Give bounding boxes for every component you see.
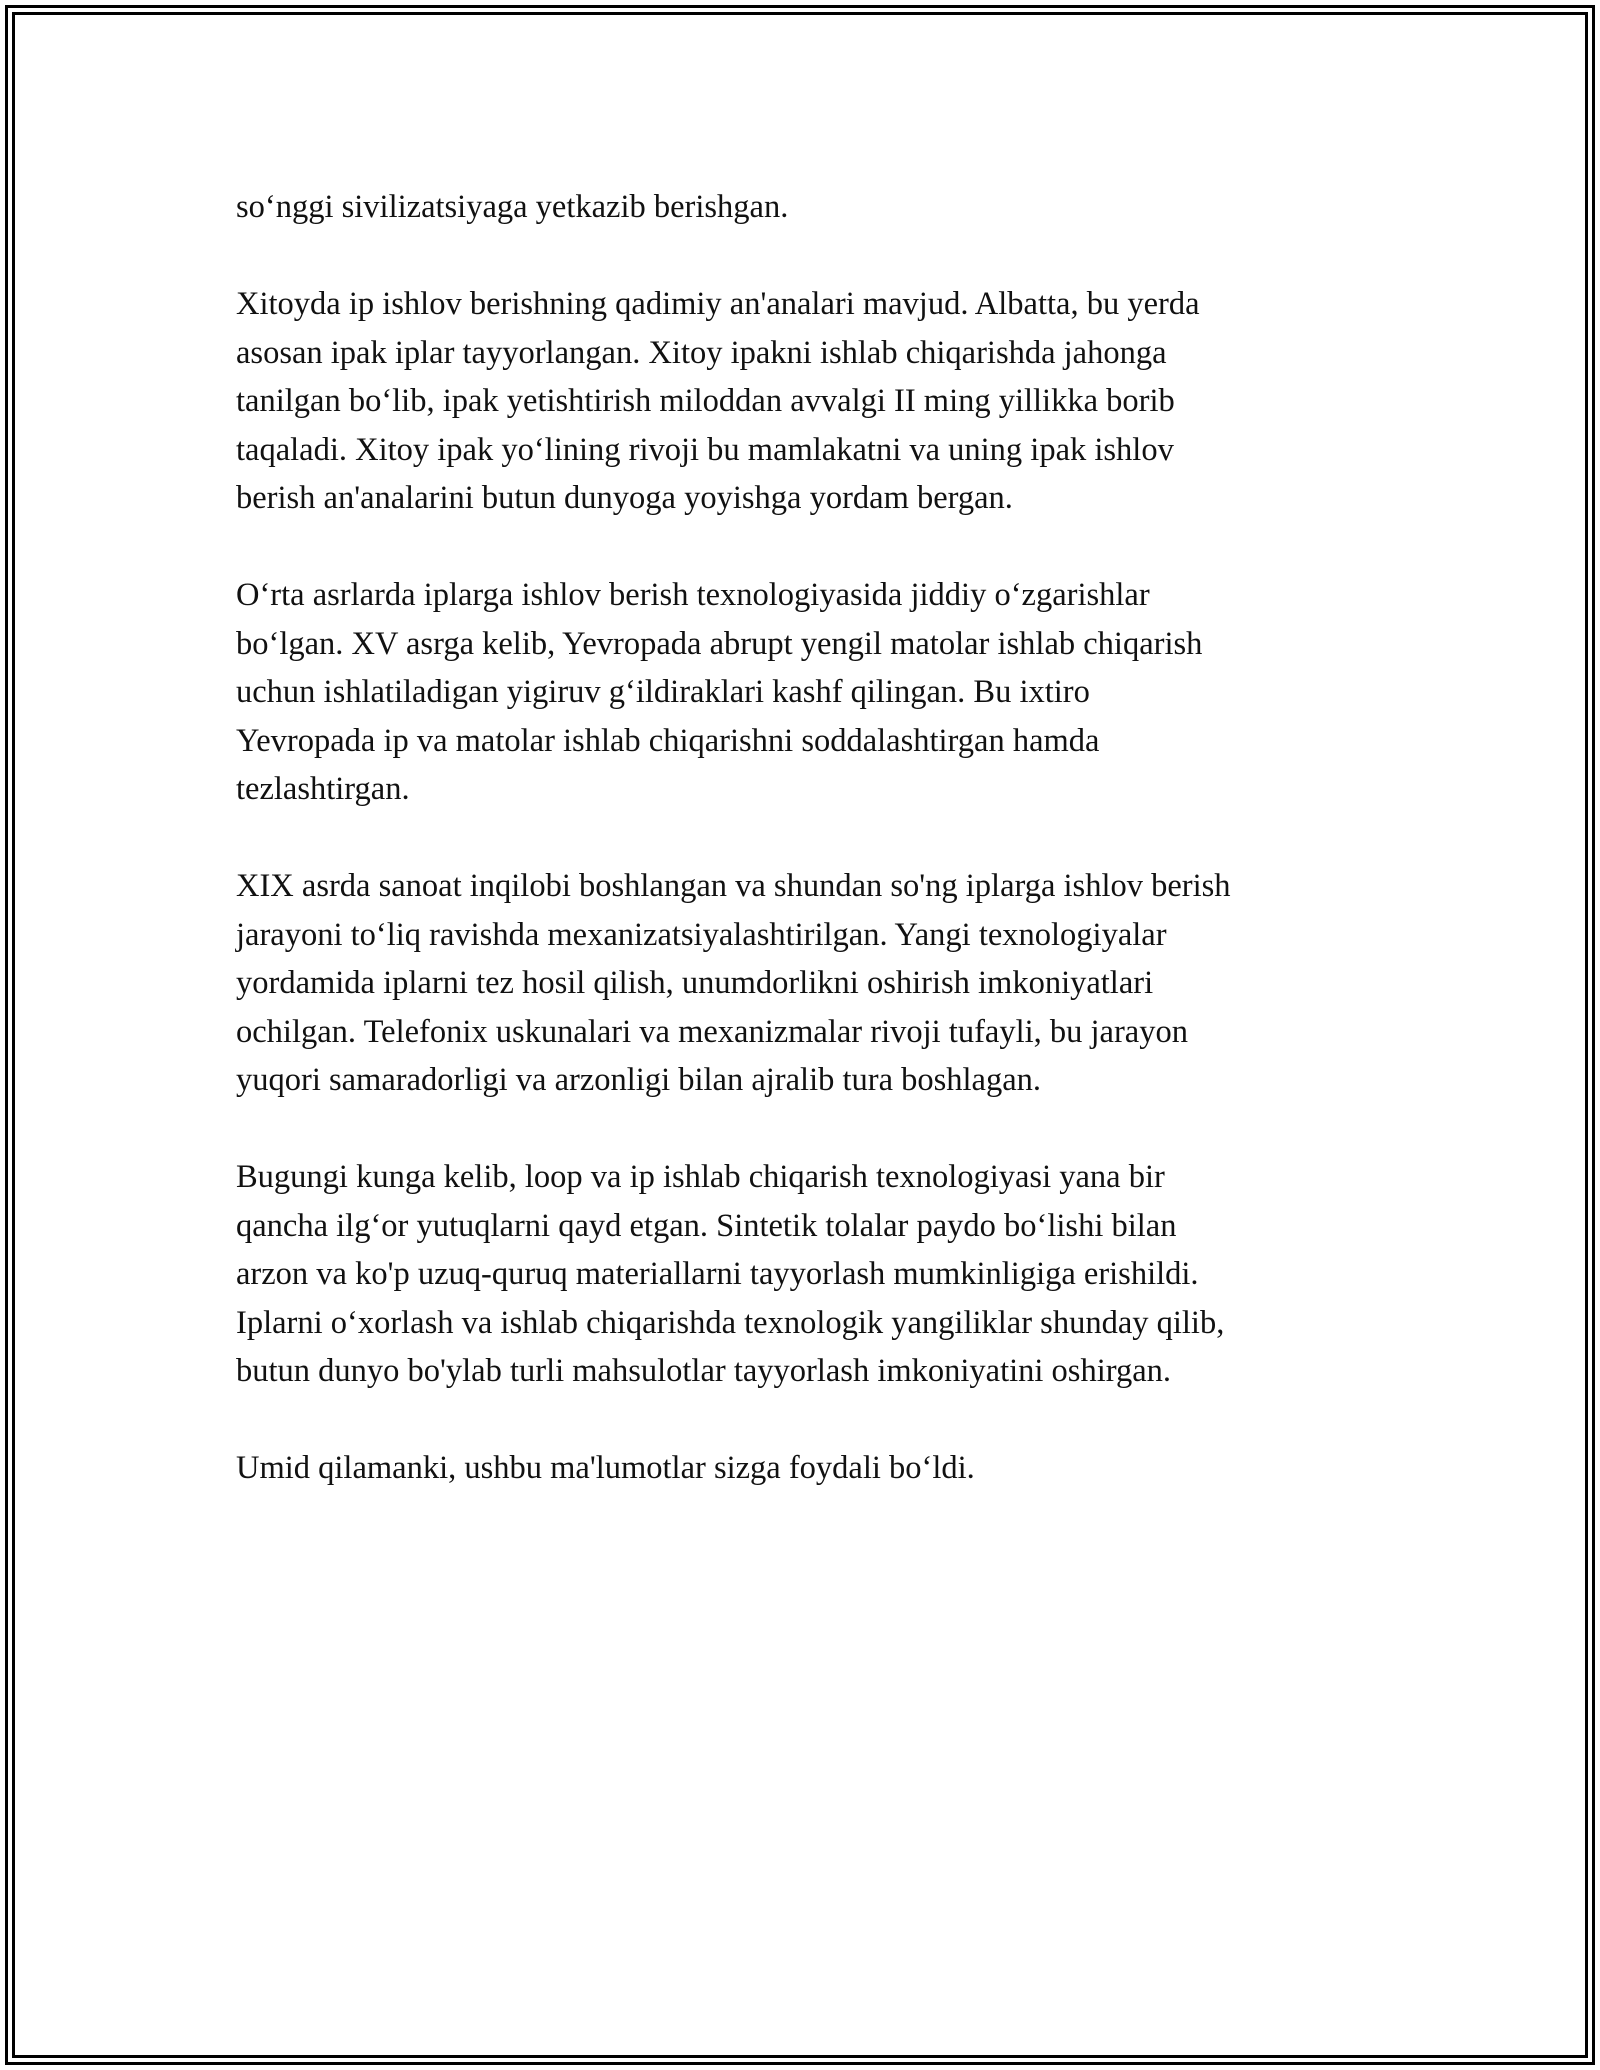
text-line: bo‘lgan. XV asrga kelib, Yevropada abrupt yengil matolar ishlab chiqarish <box>236 625 1203 662</box>
paragraph-5 <box>236 1153 1386 1396</box>
text-line: XIX asrda sanoat inqilobi boshlangan va shundan so'ng iplarga ishlov berish <box>236 868 1231 904</box>
text-line: tanilgan bo‘lib, ipak yetishtirish miloddan avvalgi II ming yillikka borib <box>236 383 1175 419</box>
text-line: tezlashtirgan. <box>236 771 410 807</box>
text-line: qancha ilg‘or yutuqlarni qayd etgan. Sintetik tolalar paydo bo‘lishi bilan <box>236 1207 1177 1244</box>
paragraph-4 <box>236 862 1386 1105</box>
text-line: butun dunyo bo'ylab turli mahsulotlar tayyorlash imkoniyatini oshirgan. <box>236 1353 1172 1389</box>
text-line: taqaladi. Xitoy ipak yo‘lining rivoji bu mamlakatni va uning ipak ishlov <box>236 431 1174 468</box>
text-line: Xitoyda ip ishlov berishning qadimiy an'analari mavjud. Albatta, bu yerda <box>236 286 1200 322</box>
text-line: yordamida iplarni tez hosil qilish, unumdorlikni oshirish imkoniyatlari <box>236 965 1154 1001</box>
text-line: O‘rta asrlarda iplarga ishlov berish texnologiyasida jiddiy o‘zgarishlar <box>236 577 1150 613</box>
paragraph-6 <box>236 1444 1386 1493</box>
paragraph-2 <box>236 280 1386 523</box>
text-line: berish an'analarini butun dunyoga yoyishga yordam bergan. <box>236 480 1013 516</box>
text-line: so‘nggi sivilizatsiyaga yetkazib berishgan. <box>236 189 789 225</box>
text-line: uchun ishlatiladigan yigiruv g‘ildiraklari kashf qilingan. Bu ixtiro <box>236 674 1090 710</box>
text-line: arzon va ko'p uzuq-quruq materiallarni tayyorlash mumkinligiga erishildi. <box>236 1256 1199 1292</box>
document-body <box>236 183 1386 1541</box>
text-line: Yevropada ip va matolar ishlab chiqarishni soddalashtirgan hamda <box>236 722 1100 759</box>
paragraph-3 <box>236 571 1386 814</box>
text-line: ochilgan. Telefonix uskunalari va mexanizmalar rivoji tufayli, bu jarayon <box>236 1013 1188 1050</box>
text-line: Umid qilamanki, ushbu ma'lumotlar sizga foydali bo‘ldi. <box>236 1450 975 1486</box>
text-line: yuqori samaradorligi va arzonligi bilan ajralib tura boshlagan. <box>236 1062 1042 1098</box>
text-line: Iplarni o‘xorlash va ishlab chiqarishda texnologik yangiliklar shunday qilib, <box>236 1304 1225 1341</box>
text-line: Bugungi kunga kelib, loop va ip ishlab chiqarish texnologiyasi yana bir <box>236 1159 1165 1195</box>
text-line: asosan ipak iplar tayyorlangan. Xitoy ipakni ishlab chiqarishda jahonga <box>236 334 1167 371</box>
paragraph-1 <box>236 183 1386 232</box>
text-line: jarayoni to‘liq ravishda mexanizatsiyalashtirilgan. Yangi texnologiyalar <box>236 916 1167 953</box>
